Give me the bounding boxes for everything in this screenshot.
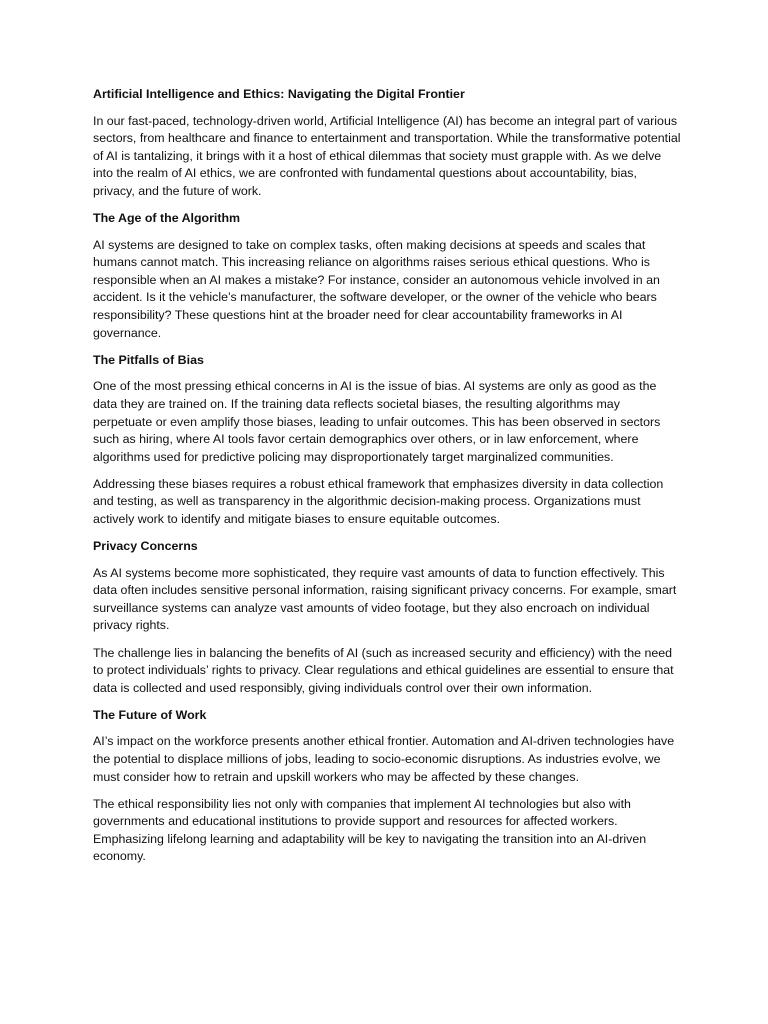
document-page [93,86,681,876]
section-heading-pitfalls-of-bias: The Pitfalls of Bias [93,352,204,367]
section-paragraph: Addressing these biases requires a robust ethical framework that emphasizes diversity in data collection and testing, as well as transparency in the algorithmic decision-making process. Organizations must actively work to identify and mitigate biases to ensure equitable outcomes. [93,476,664,526]
document-title: Artificial Intelligence and Ethics: Navigating the Digital Frontier [93,87,465,101]
intro-paragraph: In our fast-paced, technology-driven world, Artificial Intelligence (AI) has become an integral part of various sectors, from healthcare and finance to entertainment and transportation. While the transformative potential of AI is tantalizing, it brings with it a host of ethical dilemmas that society must grapple with. As we delve into the realm of AI ethics, we are confronted with fundamental questions about accountability, bias, privacy, and the future of work. [93,113,681,198]
section-heading-privacy-concerns: Privacy Concerns [93,539,198,554]
section-paragraph: AI’s impact on the workforce presents another ethical frontier. Automation and AI-driven technologies have the potential to displace millions of jobs, leading to socio-economic disruptions. As industries evolve, we must consider how to retrain and upskill workers who may be affected by these changes. [93,734,675,784]
section-paragraph: AI systems are designed to take on complex tasks, often making decisions at speeds and scales that humans cannot match. This increasing reliance on algorithms raises serious ethical questions. Who is responsible when an AI makes a mistake? For instance, consider an autonomous vehicle involved in an accident. Is it the vehicle’s manufacturer, the software developer, or the owner of the vehicle who bears responsibility? These questions hint at the broader need for clear accountability frameworks in AI governance. [93,237,660,340]
section-paragraph: One of the most pressing ethical concerns in AI is the issue of bias. AI systems are only as good as the data they are trained on. If the training data reflects societal biases, the resulting algorithms may perpetuate or even amplify those biases, leading to unfair outcomes. This has been observed in sectors such as hiring, where AI tools favor certain demographics over others, or in law enforcement, where algorithms used for predictive policing may disproportionately target marginalized communities. [93,379,661,464]
section-heading-future-of-work: The Future of Work [93,707,207,722]
section-paragraph: As AI systems become more sophisticated, they require vast amounts of data to function effectively. This data often includes sensitive personal information, raising significant privacy concerns. For example, smart surveillance systems can analyze vast amounts of video footage, but they also encroach on individual privacy rights. [93,565,677,633]
section-paragraph: The challenge lies in balancing the benefits of AI (such as increased security and efficiency) with the need to protect individuals’ rights to privacy. Clear regulations and ethical guidelines are essential to ensure that data is collected and used responsibly, giving individuals control over their own information. [93,645,674,695]
section-heading-age-of-algorithm: The Age of the Algorithm [93,211,241,226]
section-paragraph: The ethical responsibility lies not only with companies that implement AI technologies but also with governments and educational institutions to provide support and resources for affected workers. Emphasizing lifelong learning and adaptability will be key to navigating the transition into an AI-driven economy. [93,796,647,864]
